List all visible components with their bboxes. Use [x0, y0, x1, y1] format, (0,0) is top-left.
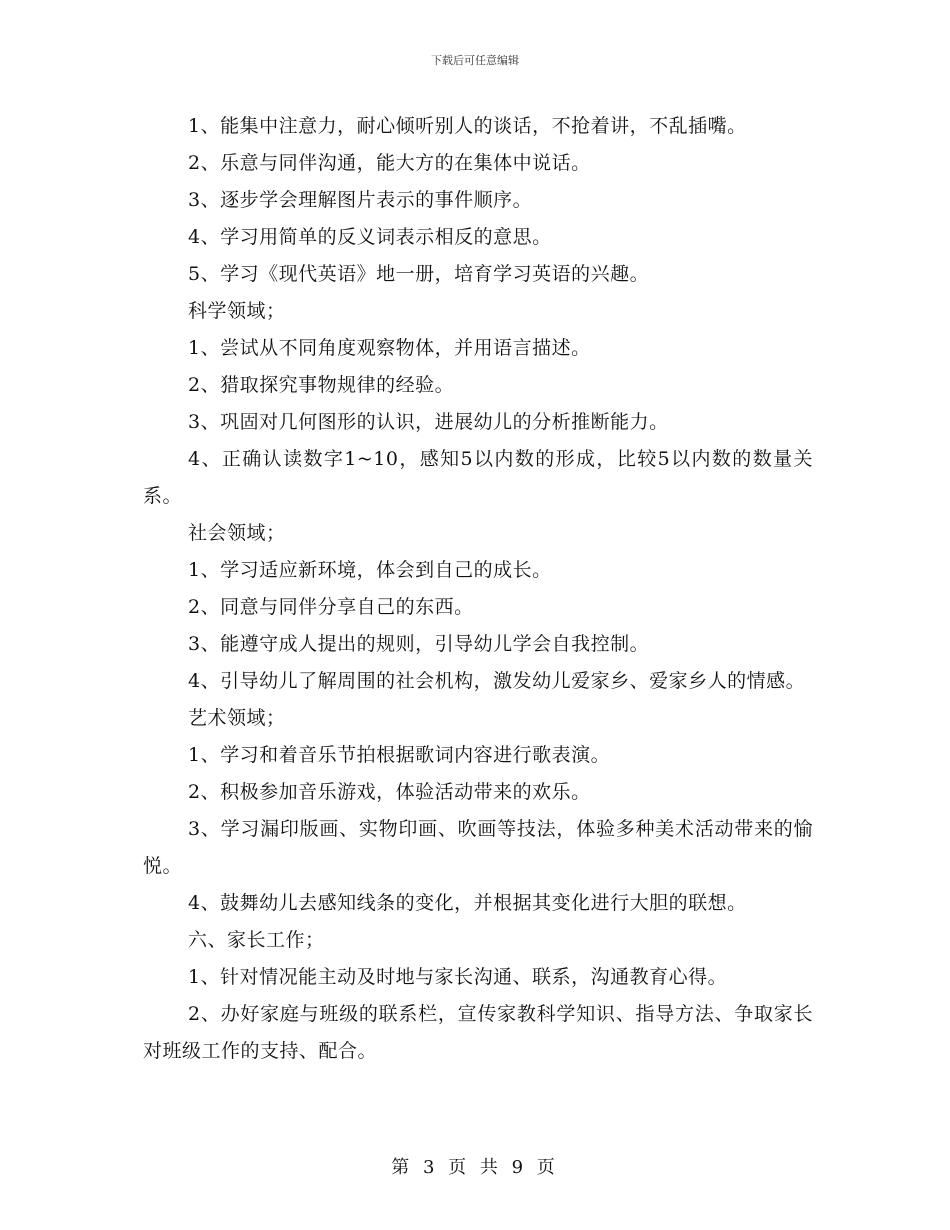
paragraph-science-1: 1、尝试从不同角度观察物体，并用语言描述。: [188, 337, 591, 359]
paragraph-language-1: 1、能集中注意力，耐心倾听别人的谈话，不抢着讲，不乱插嘴。: [188, 115, 747, 137]
paragraph-art-2: 2、积极参加音乐游戏，体验活动带来的欢乐。: [188, 781, 591, 803]
paragraph-language-2: 2、乐意与同伴沟通，能大方的在集体中说话。: [188, 152, 591, 174]
paragraph-language-4: 4、学习用简单的反义词表示相反的意思。: [188, 226, 552, 248]
paragraph-art-4: 4、鼓舞幼儿去感知线条的变化，并根据其变化进行大胆的联想。: [188, 892, 747, 914]
page-header-note: 下载后可任意编辑: [431, 54, 519, 67]
paragraph-society-1: 1、学习适应新环境，体会到自己的成长。: [188, 559, 552, 581]
paragraph-society-3: 3、能遵守成人提出的规则，引导幼儿学会自我控制。: [188, 633, 650, 655]
section-heading-society: 社会领域；: [188, 522, 286, 544]
paragraph-society-2: 2、同意与同伴分享自己的东西。: [188, 596, 474, 618]
paragraph-society-4: 4、引导幼儿了解周围的社会机构，激发幼儿爱家乡、爱家乡人的情感。: [188, 670, 806, 692]
section-heading-science: 科学领域；: [188, 300, 286, 322]
paragraph-parent-1: 1、针对情况能主动及时地与家长沟通、联系，沟通教育心得。: [188, 966, 728, 988]
section-heading-parent-work: 六、家长工作；: [188, 929, 325, 951]
paragraph-language-3: 3、逐步学会理解图片表示的事件顺序。: [188, 189, 533, 211]
paragraph-language-5: 5、学习《现代英语》地一册，培育学习英语的兴趣。: [188, 263, 650, 285]
paragraph-parent-2: 2、办好家庭与班级的联系栏，宣传家教科学知识、指导方法、争取家长对班级工作的支持、配合。: [143, 1003, 813, 1062]
section-heading-art: 艺术领域；: [188, 707, 286, 729]
paragraph-science-4: 4、正确认读数字1~10，感知5以内数的形成，比较5以内数的数量关系。: [143, 448, 813, 507]
paragraph-science-3: 3、巩固对几何图形的认识，进展幼儿的分析推断能力。: [188, 411, 669, 433]
page-number-footer: 第 3 页 共 9 页: [391, 1157, 559, 1178]
paragraph-science-2: 2、猎取探究事物规律的经验。: [188, 374, 455, 396]
document-body: [143, 108, 813, 1070]
paragraph-art-3: 3、学习漏印版画、实物印画、吹画等技法，体验多种美术活动带来的愉悦。: [143, 818, 813, 877]
paragraph-art-1: 1、学习和着音乐节拍根据歌词内容进行歌表演。: [188, 744, 611, 766]
